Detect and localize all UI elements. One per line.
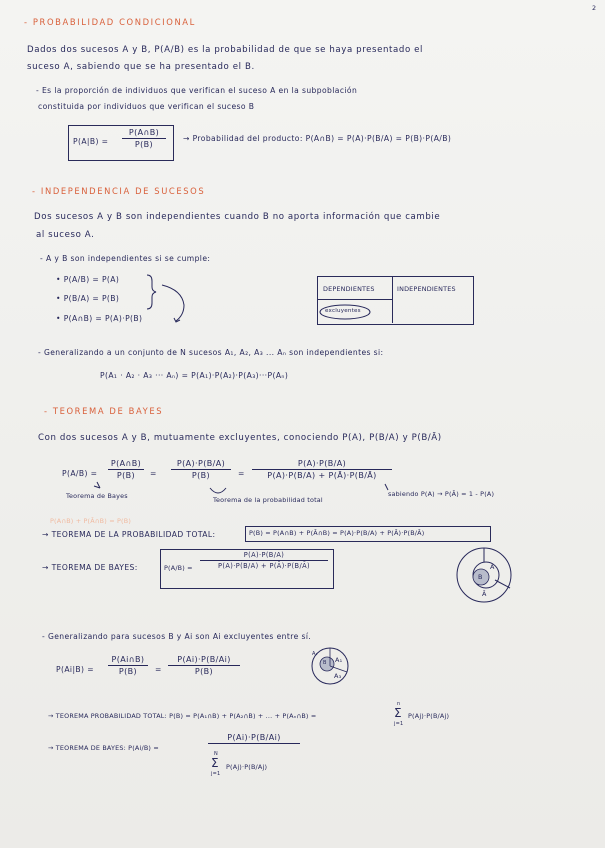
fraction-numerator: P(Ai)·P(B/Ai) (227, 733, 281, 742)
fraction-denominator: P(B) (134, 140, 154, 149)
partition-label-A3: A₃ (334, 672, 342, 680)
venn-label-A: A (490, 563, 495, 571)
conditional-bullet-line2: constituida por individuos que verifican el suceso B (38, 102, 255, 111)
gen-bayes-fraction (208, 733, 300, 745)
fraction-numerator: P(Ai∩B) (111, 655, 145, 664)
fraction-denominator: P(A)·P(B/A) + P(Ā)·P(B/Ā) (267, 471, 377, 480)
bayes-theorem-lhs: P(A/B) = (164, 564, 193, 572)
venn-label-Abar: Ā (482, 590, 487, 598)
bayes-lhs: P(A/B) = (62, 469, 98, 478)
fraction-denominator: P(B) (116, 471, 136, 480)
gen-total-sum-top: n (397, 701, 401, 707)
gen-bayes-den-tail: P(Aj)·P(B/Aj) (226, 763, 268, 771)
section-title-bayes: - TEOREMA DE BAYES (44, 406, 164, 416)
fraction-numerator: P(A∩B) (128, 128, 160, 137)
bayes-generalize-intro: - Generalizando para sucesos B y Ai son Ai excluyentes entre sí. (42, 632, 312, 641)
gen-bayes-sum-top: N (214, 751, 218, 757)
gen-bayes-label: → TEOREMA DE BAYES: P(Ai/B) = (48, 744, 159, 752)
independence-condition-3: • P(A∩B) = P(A)·P(B) (56, 314, 143, 323)
fraction-numerator: P(A)·P(B/A) (176, 459, 226, 468)
independence-condition-2: • P(B/A) = P(B) (56, 294, 120, 303)
fraction-denominator: P(B) (118, 667, 138, 676)
fraction-numerator: P(Ai)·P(B/Ai) (177, 655, 231, 664)
fraction-numerator: P(A∩B) (110, 459, 142, 468)
independence-condition-intro: - A y B son independientes si se cumple: (40, 254, 211, 263)
faded-text: P(A∩B) + P(Ā∩B) = P(B) (50, 517, 132, 525)
bayes-generalize-lhs: P(Ai|B) = (56, 665, 94, 674)
conditional-def-line1: Dados dos sucesos A y B, P(A/B) es la probabilidad de que se haya presentado el (27, 45, 424, 55)
note-knowing: sabiendo P(A) → P(Ā) = 1 - P(A) (388, 490, 495, 498)
partition-label-A1: A₁ (335, 656, 343, 664)
independence-def-line2: al suceso A. (36, 230, 95, 240)
independence-generalize-formula: P(A₁ · A₂ · A₃ ··· Aₙ) = P(A₁)·P(A₂)·P(A₃)···P(Aₙ) (100, 371, 289, 380)
gen-total-probability: → TEOREMA PROBABILIDAD TOTAL: P(B) = P(A₁∩B) + P(A₂∩B) + ... + P(Aₙ∩B) = (48, 712, 317, 720)
section-title-independence: - INDEPENDENCIA DE SUCESOS (32, 186, 206, 196)
product-rule: → Probabilidad del producto: P(A∩B) = P(A)·P(B/A) = P(B)·P(A/B) (183, 134, 452, 143)
gen-total-sum-symbol: Σ (394, 706, 403, 720)
partition-label-B: B (323, 660, 327, 666)
table-header-dependent: DEPENDIENTES (323, 285, 375, 293)
notebook-page: 2 - PROBABILIDAD CONDICIONAL Dados dos sucesos A y B, P(A/B) es la probabilidad de que se haya presentado el suceso A, sabiendo que se ha presentado el B. - Es la proporción de individuos que verifican el suceso A en la subpoblación constituida por individuos que verifican el suceso B P(A|B) = P(A∩B) P(B) → Probabilidad del producto: P(A∩B) = P(A)·P(B/A) = P(B)·P(A/B) - INDEPENDENCIA DE SUCESOS Dos sucesos A y B son independientes cuando B no aporta información que cambie al suceso A. - A y B son independientes si se cumple: • P(A/B) = P(A) • P(B/A) = P(B) • P(A∩B) = P(A)·P(B) DEPENDIENTES INDEPENDIENTES excluyentes - Generalizando a un conjunto de N sucesos A₁, A₂, A₃ ... Aₙ son independientes si: P(A₁ · A₂ · A₃ ··· Aₙ) = P(A₁)·P(A₂)·P(A₃)···P(Aₙ) - TEOREMA DE BAYES Con dos sucesos A y B, mutuamente excluyentes, conociendo P(A), P(B/A) y P(B/Ā) P(A/B) = P(A∩B) P(B) = P(A)·P(B/A) P(B) = P(A)·P(B/A) P(A)·P(B/A) + P(Ā)·P(B/Ā) Teorema de Bayes Teorema de la probabilidad total sabiendo P(A) → P(Ā) = 1 - P(A) P(A∩B) + P(Ā∩B) = P(B) → TEOREMA DE LA PROBABILIDAD TOTAL: P(B) = P(A∩B) + P(Ā∩B) = P(A)·P(B/A) + P(Ā)·P(B/Ā) → TEOREMA DE BAYES: P(A/B) = P(A)·P(B/A) P(A)·P(B/A) + P(Ā)·P(B/Ā) A B Ā - Generalizando para sucesos B y Ai son Ai excluyentes entre sí. P(Ai|B) = P(Ai∩B) P(B) = P(Ai)·P(B/Ai) P(B) A₁ B A₂ A₃ → TEOREMA PROBABILIDAD TOTAL: P(B) = P(A₁∩B) + P(A₂∩B) + ... + P(Aₙ∩B) = n Σ j=1 P(Aj)·P(B/Aj) → TEOREMA DE BAYES: P(Ai/B) = P(Ai)·P(B/Ai) N Σ j=1 P(Aj)·P(B/Aj) (0, 0, 605, 848)
independence-def-line1: Dos sucesos A y B son independientes cuando B no aporta información que cambie (34, 212, 441, 222)
fraction-denominator: P(B) (194, 667, 214, 676)
note-total-probability: Teorema de la probabilidad total (213, 496, 323, 504)
conditional-bullet-line1: - Es la proporción de individuos que verifican el suceso A en la subpoblación (36, 86, 358, 95)
bayes-theorem-label: → TEOREMA DE BAYES: (42, 563, 138, 572)
table-header-independent: INDEPENDIENTES (397, 285, 456, 293)
fraction-denominator: P(A)·P(B/A) + P(Ā)·P(B/Ā) (218, 562, 310, 570)
total-probability-label: → TEOREMA DE LA PROBABILIDAD TOTAL: (42, 530, 216, 539)
partition-label-A2: A₂ (312, 651, 318, 657)
fraction-numerator: P(A)·P(B/A) (297, 459, 347, 468)
gen-bayes-sum-bottom: j=1 (211, 771, 221, 777)
venn-label-B: B (478, 573, 483, 581)
gen-bayes-sum-symbol: Σ (211, 756, 220, 770)
conditional-formula-lhs: P(A|B) = (73, 137, 109, 146)
section-title-conditional: - PROBABILIDAD CONDICIONAL (24, 17, 196, 27)
total-probability-formula: P(B) = P(A∩B) + P(Ā∩B) = P(A)·P(B/A) + P(Ā)·P(B/Ā) (249, 529, 425, 537)
gen-total-tail: P(Aj)·P(B/Aj) (408, 712, 450, 720)
independence-condition-1: • P(A/B) = P(A) (56, 275, 120, 284)
gen-total-sum-bottom: j=1 (394, 721, 404, 727)
fraction-denominator: P(B) (191, 471, 211, 480)
bayes-intro: Con dos sucesos A y B, mutuamente excluyentes, conociendo P(A), P(B/A) y P(B/Ā) (38, 433, 442, 443)
table-cell-exclusive: excluyentes (325, 308, 361, 314)
fraction-numerator: P(A)·P(B/A) (243, 551, 285, 559)
independence-generalize: - Generalizando a un conjunto de N sucesos A₁, A₂, A₃ ... Aₙ son independientes si: (38, 348, 384, 357)
conditional-def-line2: suceso A, sabiendo que se ha presentado el B. (27, 62, 255, 72)
note-bayes: Teorema de Bayes (66, 492, 128, 500)
page-number: 2 (592, 4, 597, 12)
